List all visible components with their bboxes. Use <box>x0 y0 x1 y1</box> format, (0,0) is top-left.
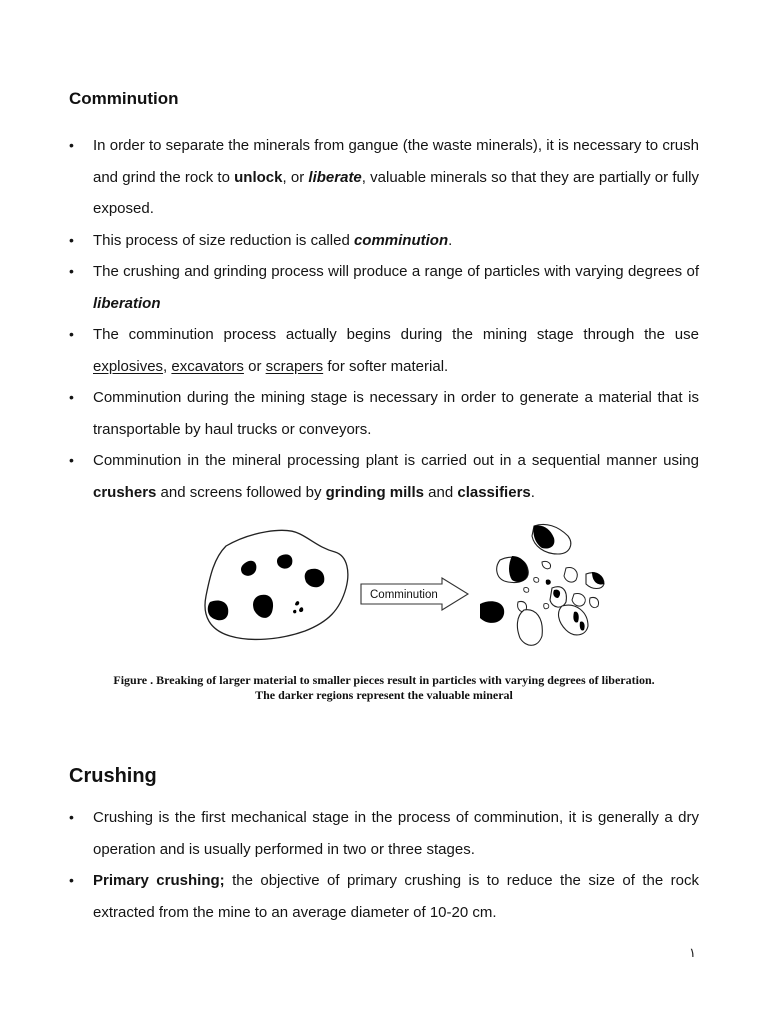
fragment-shape <box>564 568 577 582</box>
fragment-shape <box>480 601 504 623</box>
section-heading-crushing: Crushing <box>69 765 157 787</box>
bullet-point-icon: • <box>69 809 74 825</box>
emphasized-text: Primary crushing; <box>93 872 225 889</box>
bullet-item <box>69 256 699 319</box>
bullet-item <box>69 802 699 865</box>
bullet-text: the objective of primary crushing is to reduce the size of the rock extracted from the mine to an average diameter of 10-20 cm. <box>93 872 699 921</box>
bullet-text: The crushing and grinding process will produce a range of particles with varying degrees of <box>93 263 699 280</box>
large-rock-shape <box>205 530 348 639</box>
bullet-point-icon: • <box>69 452 74 468</box>
fragment-shape <box>559 605 588 635</box>
bullet-text: Comminution during the mining stage is necessary in order to generate a material that is transportable by haul trucks or conveyors. <box>93 389 699 438</box>
page-number: ١ <box>689 946 696 961</box>
bullet-item <box>69 225 699 257</box>
bullet-text: Crushing is the first mechanical stage in the process of comminution, it is generally a dry operation and is usually performed in two or three stages. <box>93 809 699 858</box>
arrow-label: Comminution <box>370 589 438 601</box>
mineral-grain <box>509 556 528 582</box>
comminution-figure <box>190 518 620 663</box>
bullet-item <box>69 865 699 928</box>
emphasized-text: grinding mills <box>325 483 424 501</box>
bullet-text: The comminution process actually begins during the mining stage through the use <box>93 326 699 343</box>
bullet-text: and <box>423 483 458 501</box>
bullet-point-icon: • <box>69 231 74 248</box>
emphasized-text: comminution <box>353 231 449 249</box>
bullet-point-icon: • <box>69 263 74 279</box>
bullet-text: , valuable minerals so that they are partially or fully exposed. <box>93 168 700 217</box>
figure-caption-line-1: Figure . Breaking of larger material to smaller pieces result in particles with varying degrees of liberation. <box>113 673 655 687</box>
bullet-item <box>69 319 699 382</box>
bullet-point-icon: • <box>69 872 74 888</box>
figure-caption-line-2: The darker regions represent the valuable mineral <box>255 688 513 702</box>
bullet-text: or <box>243 357 266 375</box>
crushing-bullet-list <box>69 802 699 928</box>
fragment-shape <box>517 610 542 646</box>
section-heading-comminution: Comminution <box>69 89 179 108</box>
emphasized-text: scrapers <box>265 357 324 375</box>
emphasized-text: unlock <box>234 168 283 186</box>
emphasized-text: crushers <box>93 483 157 501</box>
bullet-text: . <box>448 231 453 249</box>
bullet-item <box>69 130 699 225</box>
bullet-point-icon: • <box>69 326 74 342</box>
bullet-text: Comminution in the mineral processing plant is carried out in a sequential manner using <box>93 452 699 469</box>
fragment-shape <box>590 597 599 607</box>
emphasized-text: liberate <box>308 168 362 186</box>
bullet-text: , <box>163 357 172 375</box>
bullet-item <box>69 382 699 445</box>
bullet-text: and screens followed by <box>156 483 326 501</box>
fragment-shape <box>572 594 585 606</box>
fragment-shape <box>544 603 549 608</box>
bullet-text: In order to separate the minerals from gangue (the waste minerals), it is necessary to crush and grind the rock to <box>93 137 699 186</box>
emphasized-text: excavators <box>171 357 244 375</box>
bullet-text: for softer material. <box>323 357 449 375</box>
bullet-item <box>69 445 699 508</box>
emphasized-text: classifiers <box>457 483 531 501</box>
fragment-shape <box>546 579 551 584</box>
bullet-text: This process of size reduction is called <box>93 231 354 249</box>
figure-caption <box>40 673 728 703</box>
fragment-shape <box>524 587 529 592</box>
fragment-shape <box>542 561 551 568</box>
bullet-text: . <box>530 483 535 501</box>
bullet-point-icon: • <box>69 137 74 153</box>
bullet-point-icon: • <box>69 389 74 405</box>
fragment-shape <box>534 577 539 582</box>
bullet-text: , or <box>282 168 309 186</box>
emphasized-text: explosives <box>93 357 164 375</box>
emphasized-text: liberation <box>93 294 161 312</box>
comminution-bullet-list <box>69 130 699 508</box>
